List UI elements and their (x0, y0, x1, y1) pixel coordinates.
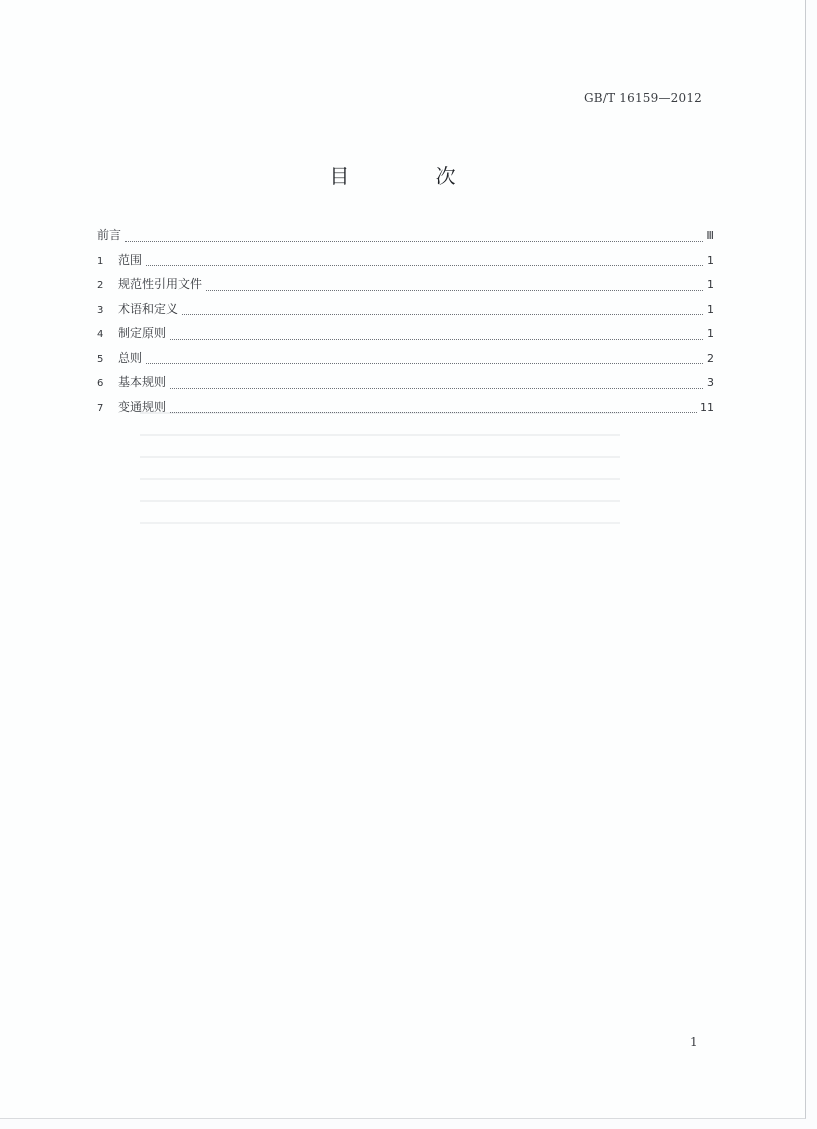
toc-entry-label: 规范性引用文件 (118, 277, 203, 291)
toc-entry-page: 11 (700, 400, 714, 414)
toc-entry-page: 1 (707, 327, 714, 340)
toc-leader-dots (146, 265, 703, 266)
toc-entry-number: 2 (97, 280, 104, 291)
toc-leader-dots (170, 388, 703, 389)
toc-entry-foreword[interactable] (97, 226, 714, 251)
toc-entry-number: 4 (97, 329, 104, 340)
toc-entry-number: 3 (97, 304, 104, 316)
toc-entry-number: 6 (97, 378, 104, 389)
toc-leader-dots (182, 314, 703, 315)
toc-entry-3[interactable] (97, 300, 714, 325)
toc-entry-label: 制定原则 (118, 326, 167, 340)
toc-entry-page: 2 (707, 351, 714, 365)
toc-leader-dots (125, 241, 703, 242)
toc-entry-2[interactable] (97, 275, 714, 300)
toc-leader-dots (206, 290, 703, 291)
toc-leader-dots (170, 339, 703, 340)
page-number: 1 (690, 1035, 698, 1049)
toc-entry-6[interactable] (97, 373, 714, 398)
page-title: 目 次 (329, 164, 496, 188)
table-of-contents (97, 226, 714, 422)
toc-leader-dots (146, 363, 703, 364)
toc-entry-number: 1 (97, 255, 104, 267)
toc-entry-page: 1 (707, 278, 714, 291)
toc-entry-page: 1 (707, 253, 714, 267)
toc-entry-page: 1 (707, 302, 714, 316)
toc-entry-1[interactable] (97, 251, 714, 276)
toc-entry-label: 术语和定义 (118, 301, 179, 316)
toc-entry-4[interactable] (97, 324, 714, 349)
toc-entry-number: 7 (97, 402, 104, 414)
toc-entry-label: 总则 (118, 350, 143, 365)
toc-entry-number: 5 (97, 353, 104, 365)
toc-entry-label: 前言 (97, 228, 122, 242)
show-through-texture (140, 412, 620, 562)
toc-entry-label: 基本规则 (118, 375, 167, 389)
standard-code: GB/T 16159—2012 (584, 91, 702, 105)
toc-entry-label: 变通规则 (118, 399, 167, 414)
toc-entry-page: 3 (707, 376, 714, 389)
toc-entry-page: Ⅲ (706, 229, 714, 242)
toc-entry-5[interactable] (97, 349, 714, 374)
toc-entry-label: 范围 (118, 252, 143, 267)
